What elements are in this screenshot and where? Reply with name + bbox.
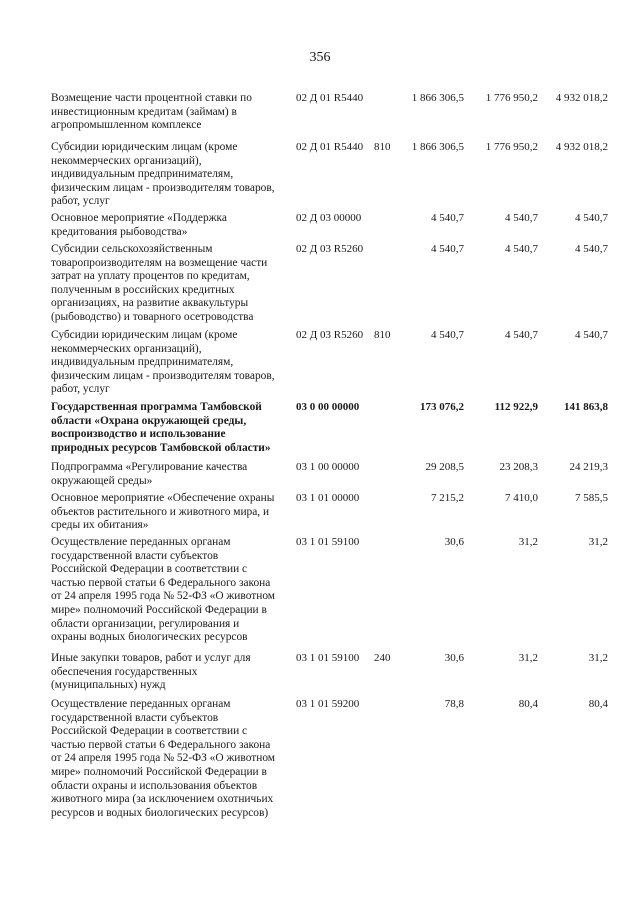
amount-2025: 4 540,7 — [505, 329, 538, 341]
description-line: агропромышленном комплексе — [51, 119, 202, 132]
amount-2024: 1 866 306,5 — [411, 141, 464, 153]
description-line: Субсидии юридическим лицам (кроме — [51, 329, 238, 341]
description-line: физическим лицам - производителям товаров, — [51, 181, 275, 194]
amount-2025: 1 776 950,2 — [485, 92, 538, 104]
target-article-code: 02 Д 01 R5440 — [296, 141, 364, 153]
description-line: частью первой статьи 6 Федерального закона — [51, 576, 271, 589]
amount-2026: 4 932 018,2 — [555, 141, 608, 153]
amount-2026: 31,2 — [588, 652, 608, 664]
row-description — [51, 212, 296, 239]
amount-2024: 4 540,7 — [431, 329, 464, 341]
amount-2025: 4 540,7 — [505, 212, 538, 224]
description-line: государственной власти субъектов — [51, 711, 219, 724]
amount-2025: 23 208,3 — [499, 461, 538, 473]
description-line: (рыбоводство) и товарного осетроводства — [51, 310, 254, 323]
description-line: природных ресурсов Тамбовской области» — [51, 441, 271, 454]
row-description — [51, 243, 296, 325]
description-line: охраны водных биологических ресурсов — [51, 631, 248, 644]
amount-2025: 31,2 — [518, 536, 538, 548]
description-line: Возмещение части процентной ставки по — [51, 92, 252, 104]
amount-2024: 1 866 306,5 — [411, 92, 464, 104]
amount-2025: 1 776 950,2 — [485, 141, 538, 153]
description-line: затрат на уплату процентов по кредитам, — [51, 270, 250, 283]
description-line: области охраны и использования объектов — [51, 779, 258, 792]
description-line: от 24 апреля 1995 года № 52-ФЗ «О животном — [51, 590, 276, 603]
amount-2025: 4 540,7 — [505, 243, 538, 255]
description-line: воспроизводство и использование — [51, 428, 226, 441]
description-line: Осуществление переданных органам — [51, 536, 231, 548]
amount-2026: 4 540,7 — [575, 243, 608, 255]
description-line: индивидуальным предпринимателям, — [51, 168, 234, 181]
description-line: животного мира (за исключением охотничьих — [51, 793, 274, 806]
description-line: Российской Федерации в соответствии с — [51, 563, 248, 576]
description-line: товаропроизводителям на возмещение части — [51, 256, 268, 269]
description-line: Основное мероприятие «Поддержка — [51, 212, 227, 224]
amount-2024: 4 540,7 — [431, 212, 464, 224]
description-line: физическим лицам - производителям товаров, — [51, 369, 275, 382]
amount-2024: 29 208,5 — [425, 461, 464, 473]
description-line: кредитования рыбоводства» — [51, 225, 188, 238]
amount-2024: 4 540,7 — [431, 243, 464, 255]
amount-2025: 31,2 — [518, 652, 538, 664]
target-article-code: 03 1 00 00000 — [296, 461, 360, 473]
row-description — [51, 492, 296, 533]
description-line: Подпрограмма «Регулирование качества — [51, 461, 248, 473]
description-line: мире» полномочий Российской Федерации в — [51, 765, 267, 778]
expense-type-code: 810 — [374, 329, 391, 341]
amount-2025: 80,4 — [518, 698, 538, 710]
description-line: государственной власти субъектов — [51, 549, 219, 562]
description-line: Иные закупки товаров, работ и услуг для — [51, 652, 251, 664]
amount-2024: 30,6 — [444, 652, 464, 664]
row-description — [51, 461, 296, 488]
row-description — [51, 141, 296, 209]
amount-2025: 7 410,0 — [505, 492, 538, 504]
target-article-code: 02 Д 03 R5260 — [296, 329, 364, 341]
amount-2026: 141 863,8 — [564, 401, 608, 413]
description-line: Российской Федерации в соответствии с — [51, 725, 248, 738]
target-article-code: 02 Д 03 R5260 — [296, 243, 364, 255]
expense-type-code: 810 — [374, 141, 391, 153]
amount-2025: 112 922,9 — [494, 401, 538, 413]
description-line: ресурсов и водных биологических ресурсов) — [51, 806, 269, 819]
target-article-code: 03 1 01 59100 — [296, 652, 360, 664]
amount-2026: 4 540,7 — [575, 329, 608, 341]
description-line: Субсидии сельскохозяйственным — [51, 243, 213, 255]
amount-2026: 4 932 018,2 — [555, 92, 608, 104]
description-line: среды их обитания» — [51, 519, 149, 532]
row-description — [51, 698, 296, 820]
target-article-code: 03 1 01 00000 — [296, 492, 360, 504]
target-article-code: 03 1 01 59100 — [296, 536, 360, 548]
description-line: мире» полномочий Российской Федерации в — [51, 603, 267, 616]
amount-2026: 4 540,7 — [575, 212, 608, 224]
amount-2024: 173 076,2 — [420, 401, 464, 413]
row-description — [51, 329, 296, 397]
target-article-code: 03 1 01 59200 — [296, 698, 360, 710]
description-line: объектов растительного и животного мира, и — [51, 505, 270, 518]
expense-type-code: 240 — [374, 652, 391, 664]
description-line: работ, услуг — [51, 383, 110, 396]
description-line: области организации, регулирования и — [51, 617, 240, 630]
description-line: от 24 апреля 1995 года № 52-ФЗ «О животном — [51, 752, 276, 765]
description-line: Государственная программа Тамбовской — [51, 401, 262, 413]
amount-2026: 24 219,3 — [569, 461, 608, 473]
description-line: Субсидии юридическим лицам (кроме — [51, 141, 238, 153]
description-line: обеспечения государственных — [51, 665, 198, 678]
description-line: инвестиционным кредитам (займам) в — [51, 105, 237, 118]
amount-2026: 7 585,5 — [575, 492, 608, 504]
description-line: (муниципальных) нужд — [51, 679, 166, 692]
description-line: организациях, на развитие аквакультуры — [51, 297, 249, 310]
amount-2024: 78,8 — [444, 698, 464, 710]
amount-2026: 31,2 — [588, 536, 608, 548]
description-line: работ, услуг — [51, 195, 110, 208]
row-description — [51, 92, 296, 133]
description-line: полученным в российских кредитных — [51, 283, 235, 296]
description-line: некоммерческих организаций), — [51, 154, 202, 167]
amount-2024: 7 215,2 — [431, 492, 464, 504]
row-description — [51, 536, 296, 645]
row-description — [51, 652, 296, 693]
target-article-code: 02 Д 01 R5440 — [296, 92, 364, 104]
target-article-code: 02 Д 03 00000 — [296, 212, 362, 224]
description-line: окружающей среды» — [51, 474, 153, 487]
description-line: частью первой статьи 6 Федерального закона — [51, 738, 271, 751]
description-line: некоммерческих организаций), — [51, 342, 202, 355]
amount-2024: 30,6 — [444, 536, 464, 548]
description-line: Осуществление переданных органам — [51, 698, 231, 710]
target-article-code: 03 0 00 00000 — [296, 401, 360, 413]
description-line: области «Охрана окружающей среды, — [51, 414, 247, 427]
description-line: индивидуальным предпринимателям, — [51, 356, 234, 369]
amount-2026: 80,4 — [588, 698, 608, 710]
row-description — [51, 401, 296, 455]
description-line: Основное мероприятие «Обеспечение охраны — [51, 492, 275, 504]
page-number: 356 — [309, 50, 331, 65]
